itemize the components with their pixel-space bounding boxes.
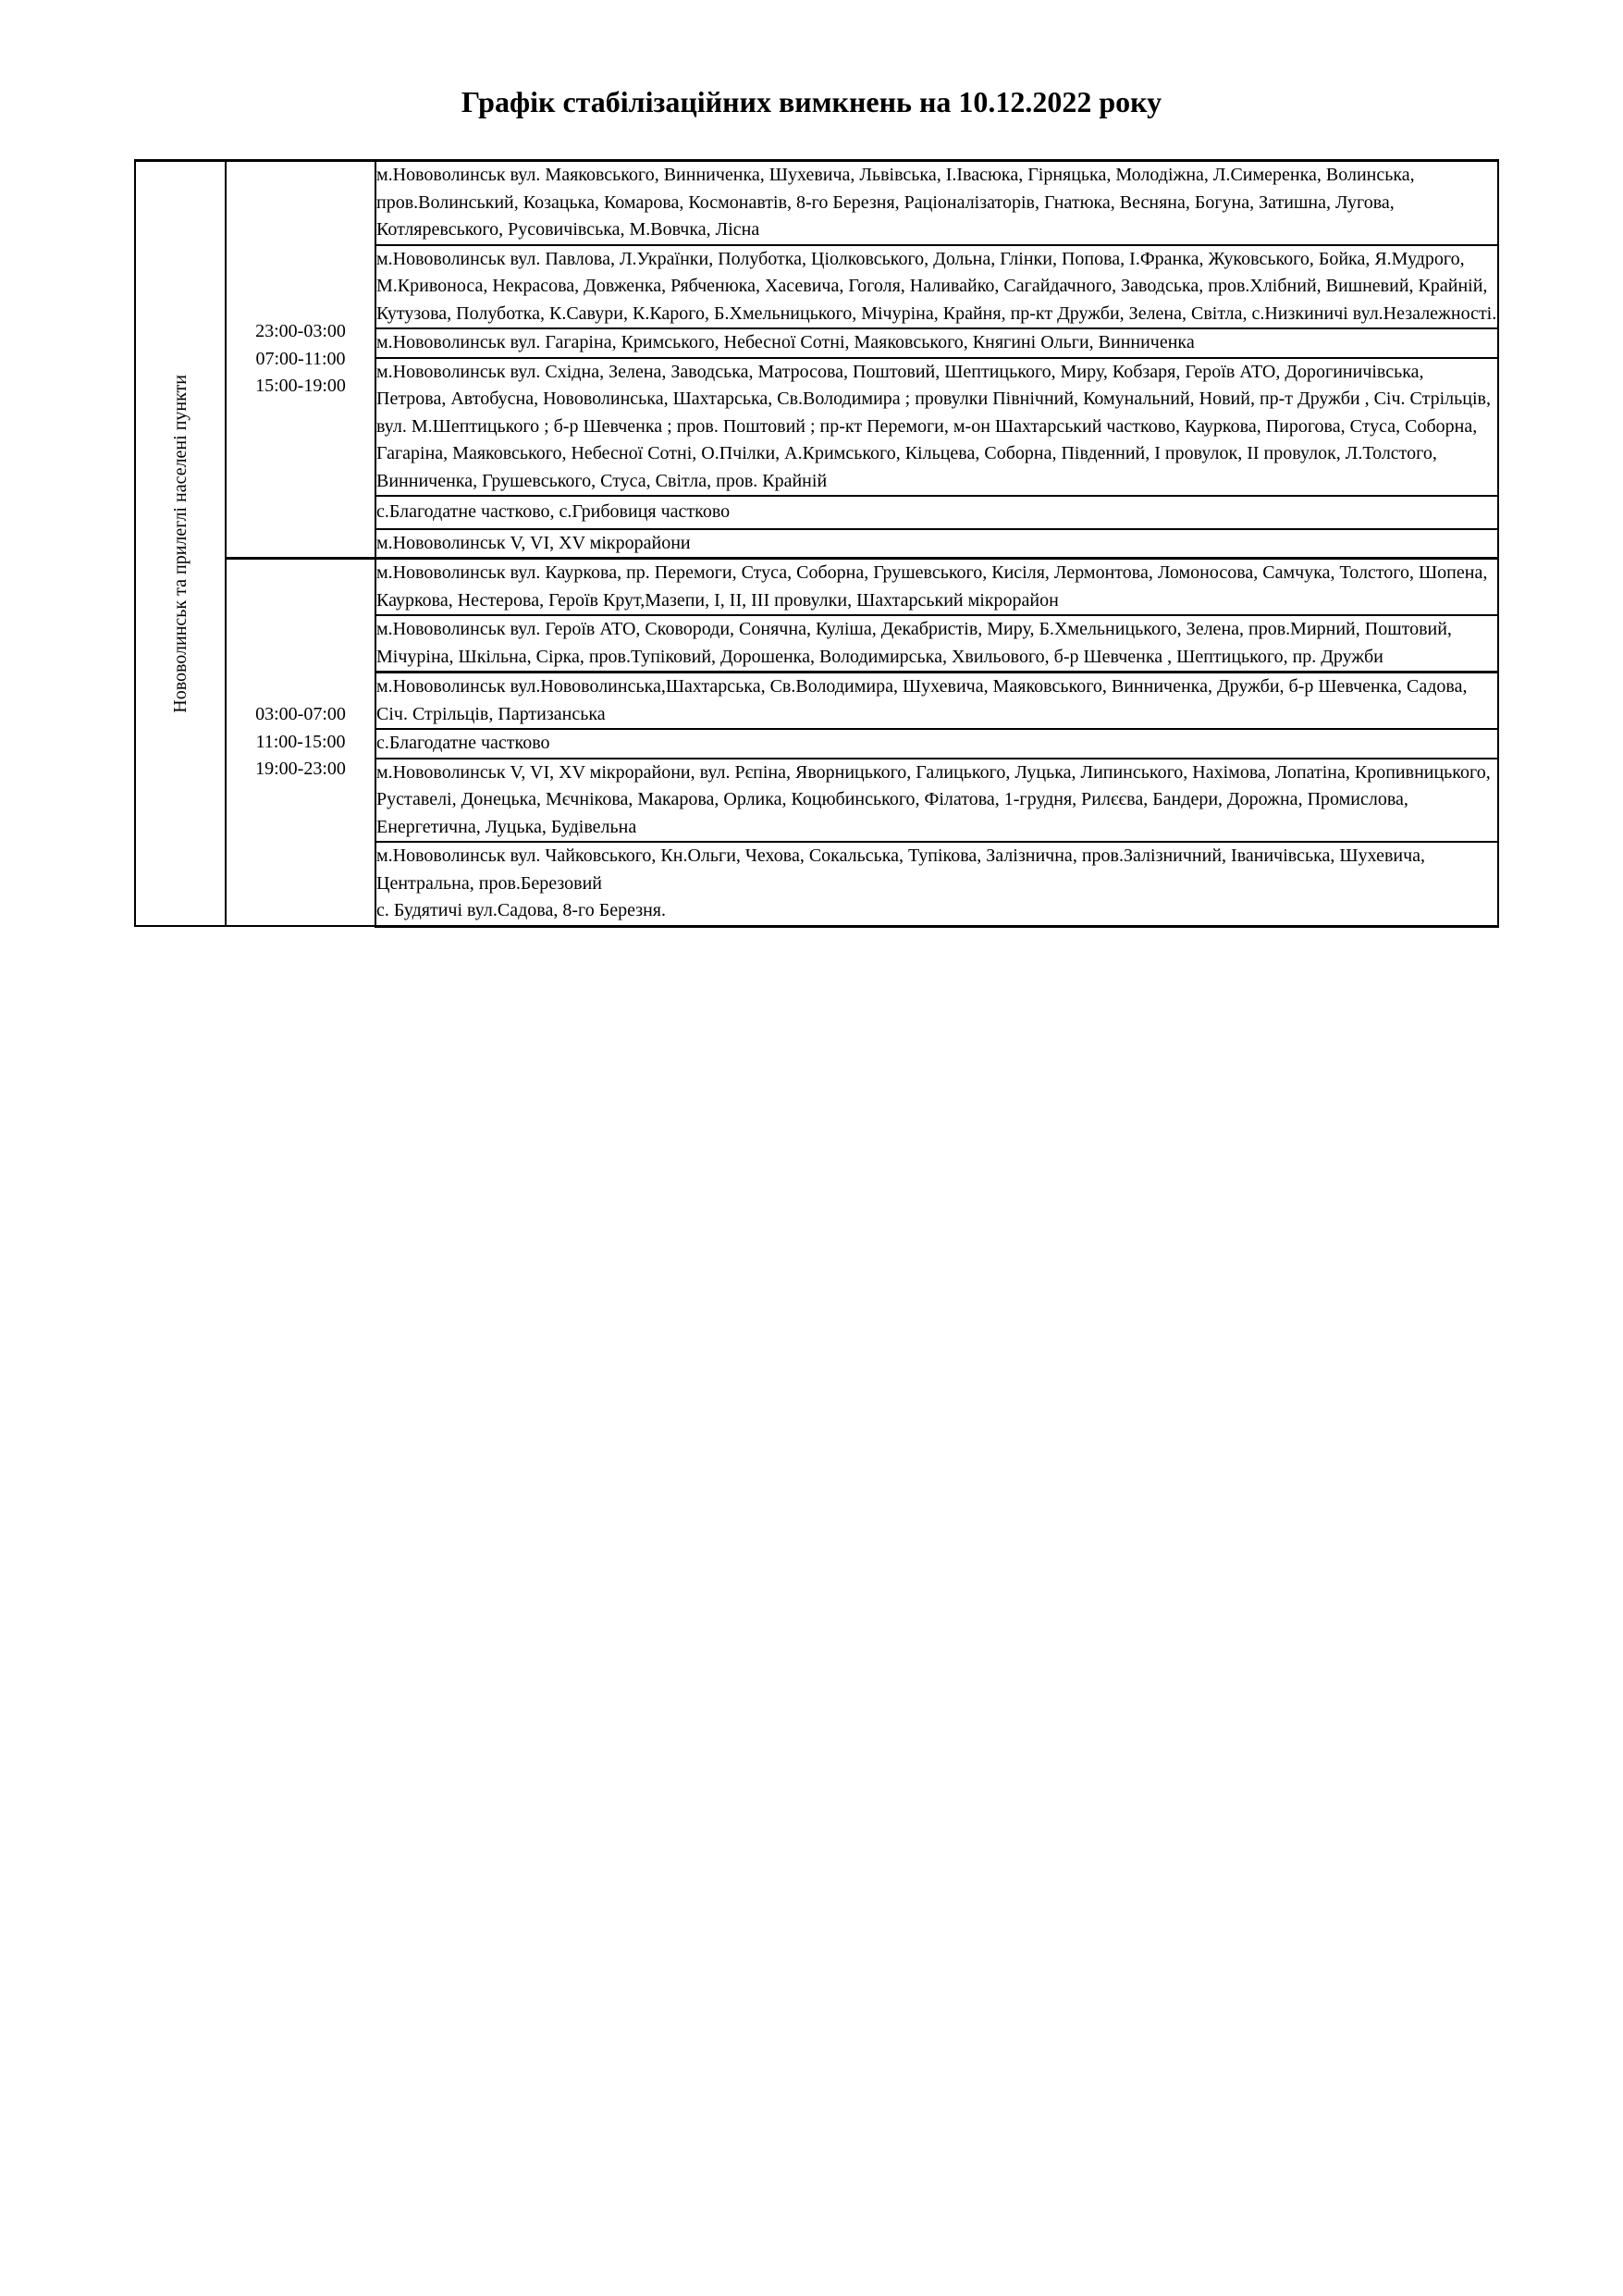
table-row <box>135 161 1498 245</box>
schedule-table <box>134 159 1499 928</box>
time-slot: 15:00-19:00 <box>255 376 346 397</box>
time-slots-group-2 <box>226 559 375 927</box>
region-label: Нововолинськ та прилеглі населені пункти <box>169 374 191 713</box>
address-cell: с.Благодатне частково <box>375 729 1498 759</box>
table-row <box>135 559 1498 616</box>
address-cell: м.Нововолинськ вул. Павлова, Л.Українки, Полуботка, Ціолковського, Дольна, Глінки, Попова, І.Франка, Жуковського, Бойка, Я.Мудрого, М.Кривоноса, Некрасова, Довженка, Рябченюка, Хасевича, Гоголя, Наливайко, Сагайдачного, Заводська, пров.Хлібний, Вишневий, Крайній, Кутузова, Полуботка, К.Савури, К.Карого, Б.Хмельницького, Мічуріна, Крайня, пр-кт Дружби, Зелена, Світла, с.Низкиничі вул.Незалежності. <box>375 245 1498 329</box>
address-cell: м.Нововолинськ вул. Кауркова, пр. Перемоги, Стуса, Соборна, Грушевського, Кисіля, Лермонтова, Ломоносова, Самчука, Толстого, Шопена, Кауркова, Нестерова, Героїв Крут,Мазепи, І, ІІ, ІІІ провулки, Шахтарський мікрорайон <box>375 559 1498 616</box>
time-slot: 03:00-07:00 <box>255 704 346 725</box>
address-cell <box>375 842 1498 926</box>
address-cell: м.Нововолинськ вул. Гагаріна, Кримського, Небесної Сотні, Маяковського, Княгині Ольги, Винниченка <box>375 328 1498 358</box>
time-slot: 11:00-15:00 <box>255 731 346 752</box>
page-title: Графік стабілізаційних вимкнень на 10.12.2022 року <box>461 85 1162 118</box>
address-cell: м.Нововолинськ вул. Маяковського, Винниченка, Шухевича, Львівська, І.Івасюка, Гірняцька, Молодіжна, Л.Симеренка, Волинська, пров.Волинський, Козацька, Комарова, Космонавтів, 8-го Березня, Раціоналізаторів, Гнатюка, Весняна, Богуна, Затишна, Лугова, Котляревського, Русовичівська, М.Вовчка, Лісна <box>375 161 1498 245</box>
time-slots-group-1 <box>226 161 375 559</box>
time-slot: 19:00-23:00 <box>255 759 346 780</box>
address-cell: м.Нововолинськ вул. Героїв АТО, Сковороди, Сонячна, Куліша, Декабристів, Миру, Б.Хмельницького, Зелена, пров.Мирний, Поштовий, Мічуріна, Шкільна, Сірка, пров.Тупіковий, Дорошенка, Володимирська, Хвильового, б-р Шевченка , Шептицького, пр. Дружби <box>375 615 1498 673</box>
time-slot: 23:00-03:00 <box>255 321 346 342</box>
address-cell: м.Нововолинськ вул. Східна, Зелена, Заводська, Матросова, Поштовий, Шептицького, Миру, Кобзаря, Героїв АТО, Дорогиничівська, Петрова, Автобусна, Нововолинська, Шахтарська, Св.Володимира ; провулки Північний, Комунальний, Новий, пр-т Дружби , Січ. Стрільців, вул. М.Шептицького ; б-р Шевченка ; пров. Поштовий ; пр-кт Перемоги, м-он Шахтарський частково, Кауркова, Пирогова, Стуса, Соборна, Гагаріна, Маяковського, Небесної Сотні, О.Пчілки, А.Кримського, Кільцева, Соборна, Південний, І провулок, ІІ провулок, Л.Толстого, Винниченка, Грушевського, Стуса, Світла, пров. Крайній <box>375 358 1498 497</box>
time-slot: 07:00-11:00 <box>255 348 346 369</box>
address-cell: м.Нововолинськ вул.Нововолинська,Шахтарська, Св.Володимира, Шухевича, Маяковського, Винниченка, Дружби, б-р Шевченка, Садова, Січ. Стрільців, Партизанська <box>375 673 1498 730</box>
address-cell: м.Нововолинськ V, VI, XV мікрорайони, вул. Рєпіна, Яворницького, Галицького, Луцька, Липинського, Нахімова, Лопатіна, Кропивницького, Руставелі, Донецька, Мєчнікова, Макарова, Орлика, Коцюбинського, Філатова, 1-грудня, Рилєєва, Бандери, Дорожна, Промислова, Енергетична, Луцька, Будівельна <box>375 759 1498 843</box>
address-cell: с.Благодатне частково, с.Грибовиця частково <box>375 496 1498 529</box>
region-cell <box>135 161 226 927</box>
address-line: м.Нововолинськ вул. Чайковського, Кн.Ольги, Чехова, Сокальська, Тупікова, Залізнична, пров.Залізничний, Іваничівська, Шухевича, Центральна, пров.Березовий с. Будятичі вул.Садова, 8-го Березня. <box>376 846 1426 920</box>
address-cell: м.Нововолинськ V, VI, XV мікрорайони <box>375 529 1498 559</box>
